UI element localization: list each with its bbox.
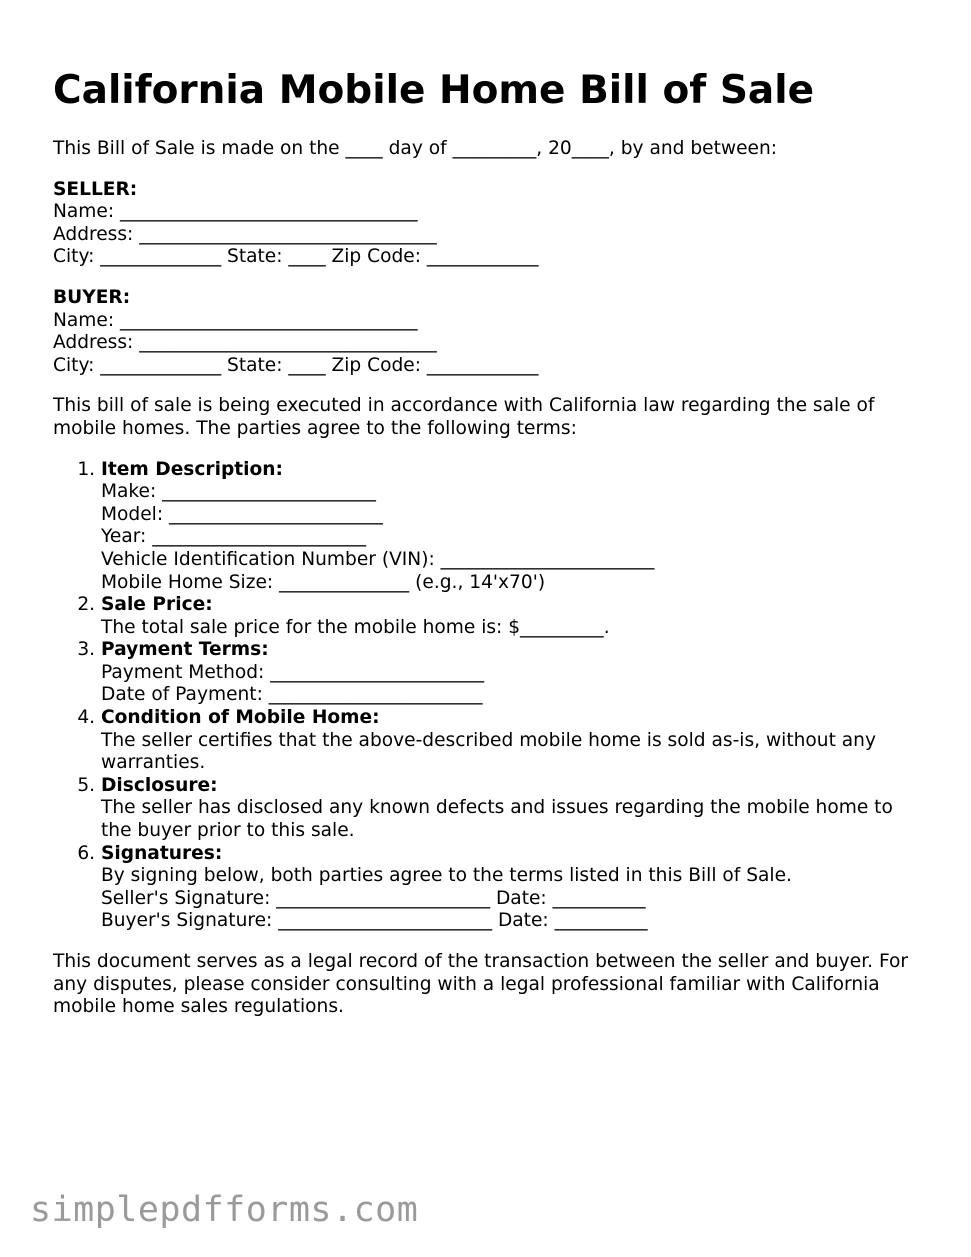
term-condition xyxy=(101,707,923,775)
condition-text: The seller certifies that the above-described mobile home is sold as-is, without any warranties. xyxy=(101,729,876,774)
sale-price-field: The total sale price for the mobile home is: $_________. xyxy=(101,616,610,638)
seller-signature-field: Seller's Signature: _______________________ Date: __________ xyxy=(101,887,646,909)
seller-city-state-zip-field: City: _____________ State: ____ Zip Code: ____________ xyxy=(53,246,539,268)
buyer-name-field: Name: ________________________________ xyxy=(53,309,418,331)
term-heading: 5. Disclosure: xyxy=(101,774,218,796)
payment-method-field: Payment Method: _______________________ xyxy=(101,661,485,683)
term-disclosure xyxy=(101,775,923,843)
law-statement: This bill of sale is being executed in accordance with California law regarding the sale of mobile homes. The parties agree to the following terms: xyxy=(53,395,875,439)
intro-line: This Bill of Sale is made on the ____ day of _________, 20____, by and between: xyxy=(53,138,778,159)
model-field: Model: _______________________ xyxy=(101,503,383,525)
term-heading: 3. Payment Terms: xyxy=(101,639,269,661)
vin-field: Vehicle Identification Number (VIN): _______________________ xyxy=(101,548,655,570)
buyer-section xyxy=(53,287,923,377)
disclosure-text: The seller has disclosed any known defects and issues regarding the mobile home to the buyer prior to this sale. xyxy=(101,797,893,842)
term-heading: 6. Signatures: xyxy=(101,842,223,864)
buyer-signature-field: Buyer's Signature: _______________________ Date: __________ xyxy=(101,910,648,932)
terms-list xyxy=(53,459,923,933)
payment-date-field: Date of Payment: _______________________ xyxy=(101,684,483,706)
year-field: Year: _______________________ xyxy=(101,526,367,548)
bill-of-sale-document xyxy=(53,66,923,1019)
term-heading: 1. Item Description: xyxy=(101,458,283,480)
term-sale-price xyxy=(101,594,923,639)
buyer-heading: BUYER: xyxy=(53,286,131,308)
seller-heading: SELLER: xyxy=(53,178,138,200)
seller-name-field: Name: ________________________________ xyxy=(53,201,418,223)
signatures-text: By signing below, both parties agree to the terms listed in this Bill of Sale. xyxy=(101,865,792,887)
term-signatures xyxy=(101,843,923,933)
buyer-city-state-zip-field: City: _____________ State: ____ Zip Code: ____________ xyxy=(53,354,539,376)
document-title: California Mobile Home Bill of Sale xyxy=(53,68,815,113)
make-field: Make: _______________________ xyxy=(101,481,376,503)
term-heading: 2. Sale Price: xyxy=(101,594,213,616)
term-payment-terms xyxy=(101,639,923,707)
buyer-address-field: Address: ________________________________ xyxy=(53,332,437,354)
seller-section xyxy=(53,179,923,269)
size-field: Mobile Home Size: ______________ (e.g., 14'x70') xyxy=(101,571,546,593)
term-heading: 4. Condition of Mobile Home: xyxy=(101,707,380,729)
watermark-text: simplepdfforms.com xyxy=(30,1190,419,1230)
seller-address-field: Address: ________________________________ xyxy=(53,223,437,245)
closing-statement: This document serves as a legal record of the transaction between the seller and buyer. For any disputes, please consider consulting with a legal professional familiar with California mobile home sales regulations. xyxy=(53,951,909,1018)
term-item-description xyxy=(101,459,923,595)
